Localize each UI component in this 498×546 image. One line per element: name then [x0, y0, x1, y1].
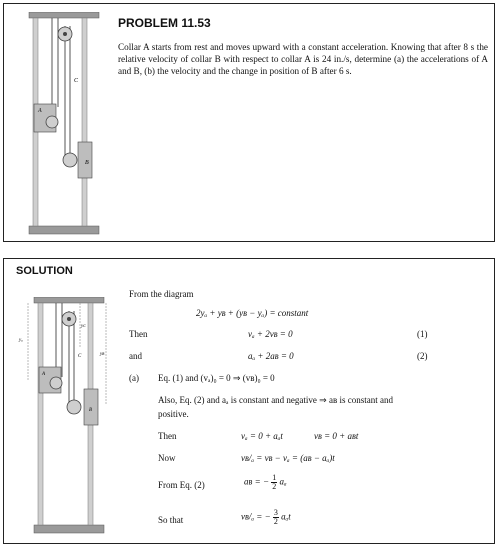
equation-6-rhs: aₐt: [281, 511, 291, 522]
equation-6-denominator: 2: [273, 517, 278, 526]
equation-5-denominator: 2: [272, 482, 277, 491]
problem-statement: Collar A starts from rest and moves upward with a constant acceleration. Knowing that after 8 s the relative velocity of collar B with respect to collar A is 24 in./s, determine (a) the accelerations of A and B, (b) the velocity and the change in position of B after 6 s.: [118, 42, 488, 76]
figure-label-c: C: [74, 78, 79, 84]
also-text-line-1: Also, Eq. (2) and aₐ is constant and negative ⇒ aʙ is constant and: [158, 395, 393, 405]
equation-2: aₐ + 2aʙ = 0: [248, 351, 294, 361]
figure-label-yb: yʙ: [100, 352, 105, 357]
and-label: and: [129, 351, 142, 361]
figure-label-yc: yᴄ: [81, 324, 86, 329]
then2-label: Then: [158, 431, 177, 441]
equation-5-rhs: aₐ: [279, 476, 287, 487]
equation-5-fraction: [271, 474, 277, 491]
figure-label-a: A: [42, 372, 46, 377]
then-label: Then: [129, 329, 148, 339]
figure-label-b: B: [85, 160, 89, 166]
equation-6-numerator: 3: [273, 508, 278, 517]
figure-label-ya: yₐ: [19, 338, 23, 343]
figure-label-b: B: [89, 408, 93, 413]
now-label: Now: [158, 453, 176, 463]
solution-title: SOLUTION: [16, 265, 73, 277]
solution-panel: [3, 258, 495, 544]
equation-4: vʙ/ₐ = vʙ − vₐ = (aʙ − aₐ)t: [241, 453, 335, 463]
equation-6: [241, 509, 291, 526]
problem-figure: [26, 12, 106, 237]
so-that-label: So that: [158, 515, 184, 525]
problem-panel: [3, 3, 495, 242]
equation-5: [244, 474, 287, 491]
part-a-label: (a): [129, 373, 139, 383]
equation-3b: vʙ = 0 + aʙt: [314, 431, 359, 441]
equation-6-fraction: [273, 509, 279, 526]
equation-6-lhs: vʙ/ₐ = −: [241, 511, 271, 522]
equation-1-number: (1): [417, 329, 428, 339]
figure-label-c: C: [78, 354, 82, 359]
from-eq2-label: From Eq. (2): [158, 480, 205, 490]
equation-1: vₐ + 2vʙ = 0: [248, 329, 293, 339]
intro-text: From the diagram: [129, 289, 194, 299]
part-a-text: Eq. (1) and (vₐ)₀ = 0 ⇒ (vʙ)₀ = 0: [158, 373, 275, 383]
figure-label-a: A: [38, 108, 42, 114]
problem-title: PROBLEM 11.53: [118, 16, 211, 30]
equation-3a: vₐ = 0 + aₐt: [241, 431, 283, 441]
equation-2-number: (2): [417, 351, 428, 361]
equation-5-numerator: 1: [272, 473, 277, 482]
equation-5-lhs: aʙ = −: [244, 476, 270, 487]
also-text-line-2: positive.: [158, 409, 189, 419]
solution-figure: [14, 297, 114, 537]
equation-constraint: 2yₐ + yʙ + (yʙ − yₐ) = constant: [196, 308, 309, 318]
